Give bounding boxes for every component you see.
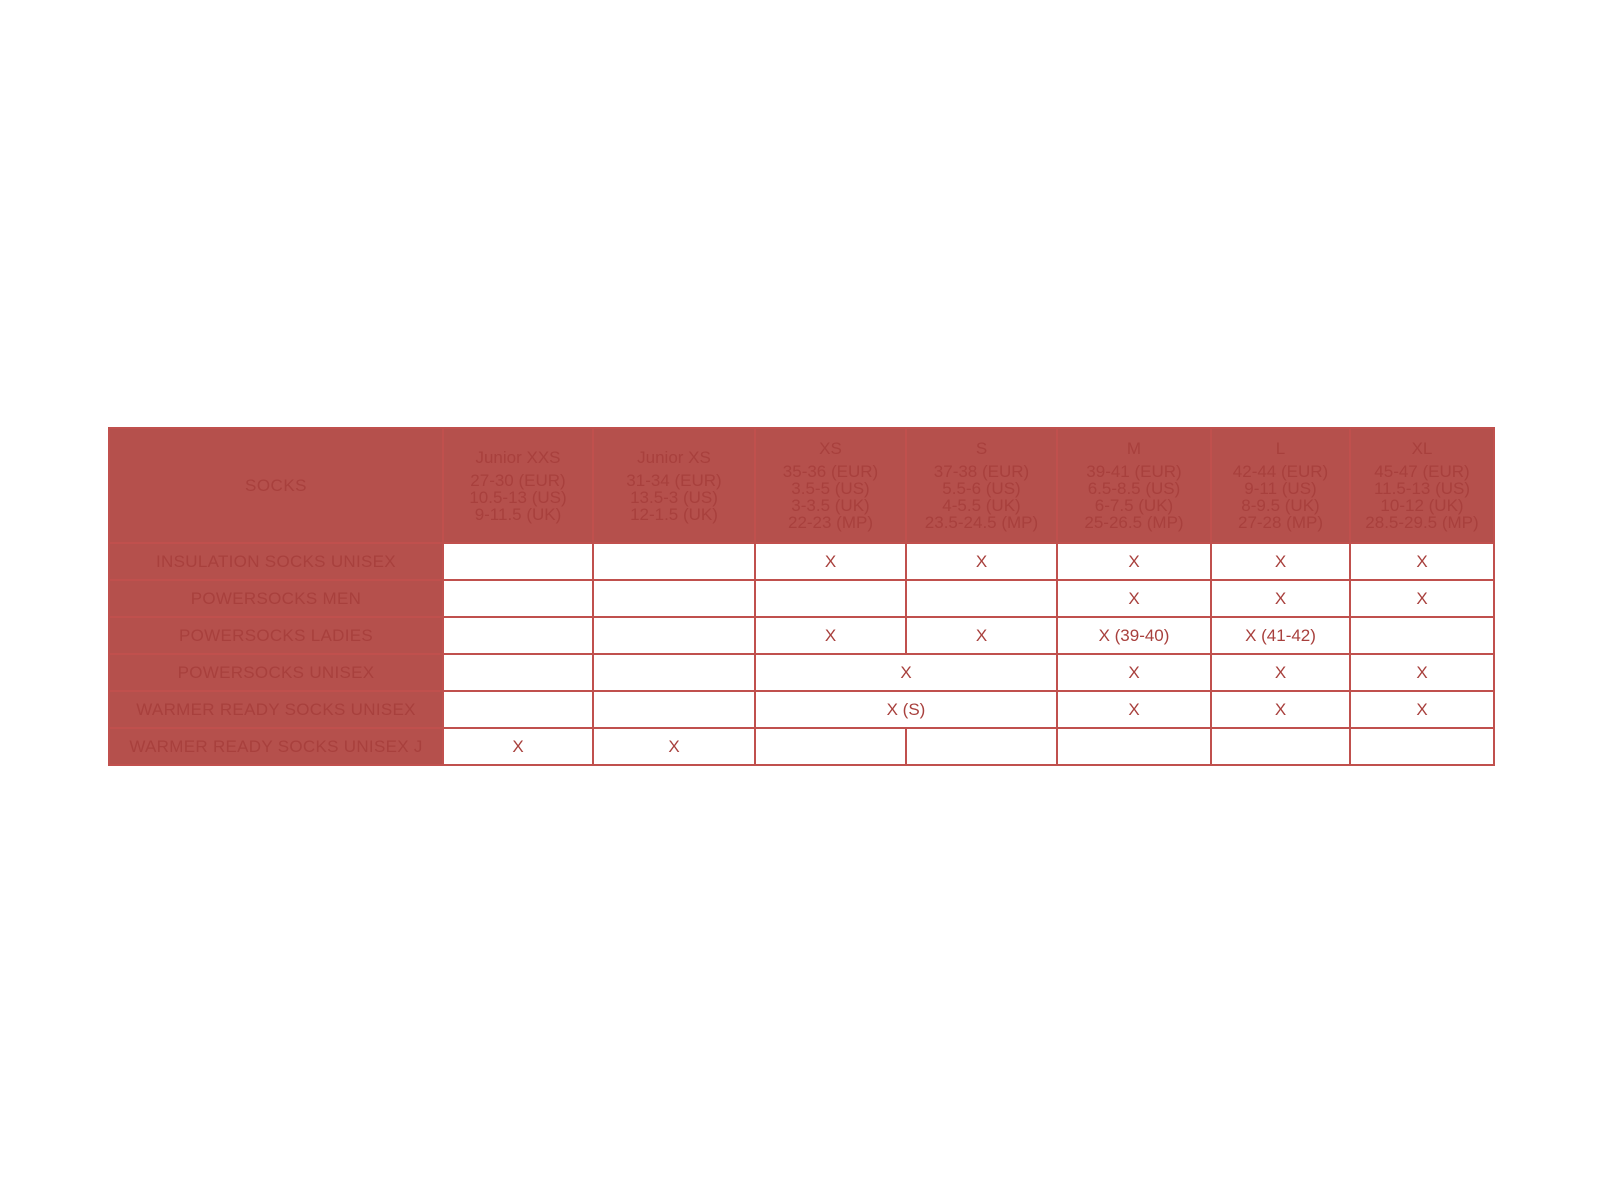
column-size-name: XS bbox=[819, 439, 842, 458]
column-size-uk: 3-3.5 (UK) bbox=[791, 496, 870, 515]
column-size-uk: 12-1.5 (UK) bbox=[630, 504, 718, 524]
column-size-eur: 31-34 (EUR) bbox=[626, 470, 722, 490]
table-cell bbox=[1211, 728, 1350, 765]
column-size-us: 3.5-5 (US) bbox=[791, 479, 870, 498]
column-size-us: 10.5-13 (US) bbox=[469, 487, 567, 507]
table-cell: X bbox=[1057, 691, 1211, 728]
column-size-mp: 25-26.5 (MP) bbox=[1084, 513, 1184, 532]
table-cell bbox=[593, 617, 755, 654]
row-label: INSULATION SOCKS UNISEX bbox=[109, 543, 443, 580]
table-cell bbox=[1057, 728, 1211, 765]
table-row bbox=[109, 691, 1494, 728]
column-size-mp: 28.5-29.5 (MP) bbox=[1365, 513, 1479, 532]
column-size-eur: 45-47 (EUR) bbox=[1374, 462, 1470, 481]
column-size-eur: 39-41 (EUR) bbox=[1086, 462, 1182, 481]
row-label: POWERSOCKS UNISEX bbox=[109, 654, 443, 691]
table-title: SOCKS bbox=[109, 428, 443, 543]
table-cell bbox=[906, 728, 1057, 765]
table-cell bbox=[593, 691, 755, 728]
table-row bbox=[109, 728, 1494, 765]
column-size-name: M bbox=[1126, 439, 1142, 458]
table-cell: X bbox=[906, 543, 1057, 580]
column-size-mp: 23.5-24.5 (MP) bbox=[924, 513, 1039, 532]
table-cell bbox=[1350, 728, 1494, 765]
table-cell: X bbox=[1350, 654, 1494, 691]
column-size-uk: 9-11.5 (UK) bbox=[474, 504, 562, 524]
column-size-eur: 37-38 (EUR) bbox=[933, 462, 1030, 481]
row-label: POWERSOCKS MEN bbox=[109, 580, 443, 617]
table-cell bbox=[443, 691, 593, 728]
column-size-name: S bbox=[975, 439, 988, 458]
table-cell: X bbox=[1211, 580, 1350, 617]
table-cell: X bbox=[1350, 580, 1494, 617]
row-label: WARMER READY SOCKS UNISEX bbox=[109, 691, 443, 728]
column-size-us: 9-11 (US) bbox=[1244, 479, 1317, 498]
column-size-uk: 8-9.5 (UK) bbox=[1241, 496, 1320, 515]
column-size-eur: 42-44 (EUR) bbox=[1232, 462, 1329, 481]
table-cell: X bbox=[755, 617, 906, 654]
table-cell bbox=[1350, 617, 1494, 654]
column-header-xl bbox=[1350, 428, 1494, 543]
table-row bbox=[109, 617, 1494, 654]
table-cell bbox=[755, 728, 906, 765]
table-cell: X bbox=[1350, 691, 1494, 728]
table-cell bbox=[443, 654, 593, 691]
column-size-us: 11.5-13 (US) bbox=[1373, 479, 1471, 498]
column-size-uk: 6-7.5 (UK) bbox=[1094, 496, 1174, 515]
column-size-mp: 27-28 (MP) bbox=[1237, 513, 1324, 532]
column-size-mp: 22-23 (MP) bbox=[787, 513, 874, 532]
table-cell bbox=[593, 543, 755, 580]
column-size-name: Junior XXS bbox=[475, 447, 561, 467]
table-cell: X bbox=[1057, 543, 1211, 580]
header-row bbox=[109, 428, 1494, 543]
table-cell-merged: X bbox=[755, 654, 1057, 691]
column-size-us: 6.5-8.5 (US) bbox=[1087, 479, 1181, 498]
table-cell bbox=[443, 580, 593, 617]
column-size-uk: 10-12 (UK) bbox=[1380, 496, 1464, 515]
table-cell: X (41-42) bbox=[1211, 617, 1350, 654]
table-cell: X bbox=[1211, 654, 1350, 691]
column-size-name: L bbox=[1275, 439, 1286, 458]
table-cell: X bbox=[906, 617, 1057, 654]
table-cell bbox=[593, 580, 755, 617]
table-cell bbox=[906, 580, 1057, 617]
column-size-name: Junior XS bbox=[637, 447, 711, 467]
table-cell: X (39-40) bbox=[1057, 617, 1211, 654]
row-label: POWERSOCKS LADIES bbox=[109, 617, 443, 654]
size-chart-container bbox=[108, 427, 1493, 766]
table-cell: X bbox=[755, 543, 906, 580]
column-size-us: 5.5-6 (US) bbox=[942, 479, 1021, 498]
column-header-junior-xxs bbox=[443, 428, 593, 543]
table-cell: X bbox=[593, 728, 755, 765]
table-cell bbox=[755, 580, 906, 617]
table-row bbox=[109, 580, 1494, 617]
table-cell: X bbox=[443, 728, 593, 765]
column-header-m bbox=[1057, 428, 1211, 543]
table-cell: X bbox=[1057, 654, 1211, 691]
column-header-junior-xs bbox=[593, 428, 755, 543]
table-cell: X bbox=[1057, 580, 1211, 617]
table-cell bbox=[593, 654, 755, 691]
table-cell: X bbox=[1211, 543, 1350, 580]
size-chart-table bbox=[108, 427, 1495, 766]
table-cell: X bbox=[1211, 691, 1350, 728]
column-header-xs bbox=[755, 428, 906, 543]
table-row bbox=[109, 654, 1494, 691]
table-row bbox=[109, 543, 1494, 580]
table-cell bbox=[443, 543, 593, 580]
table-cell: X bbox=[1350, 543, 1494, 580]
column-size-name: XL bbox=[1411, 439, 1433, 458]
column-header-s bbox=[906, 428, 1057, 543]
column-header-l bbox=[1211, 428, 1350, 543]
row-label: WARMER READY SOCKS UNISEX J bbox=[109, 728, 443, 765]
table-cell bbox=[443, 617, 593, 654]
column-size-eur: 35-36 (EUR) bbox=[782, 462, 879, 481]
table-cell-merged: X (S) bbox=[755, 691, 1057, 728]
column-size-us: 13.5-3 (US) bbox=[630, 487, 718, 507]
column-size-eur: 27-30 (EUR) bbox=[470, 470, 566, 490]
column-size-uk: 4-5.5 (UK) bbox=[942, 496, 1021, 515]
